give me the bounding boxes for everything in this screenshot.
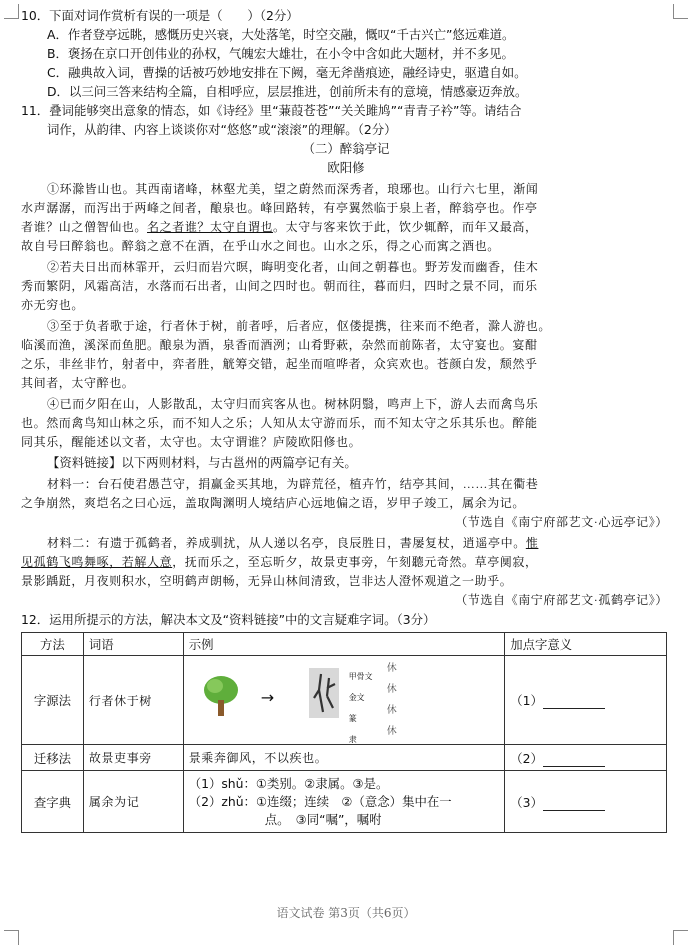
row1-term: 行者休于树 <box>83 656 183 745</box>
row1-example <box>183 656 505 745</box>
m2-underlined-sentence: 见孤鹤飞鸣舞啄，若解人意 <box>21 555 173 569</box>
oracle-bone-glyph-icon <box>309 668 339 718</box>
row2-answer-label: （2） <box>510 750 543 766</box>
script-chars <box>387 658 397 742</box>
crop-mark-top-left <box>4 4 19 19</box>
row3-answer-label: （3） <box>510 794 543 810</box>
header-example: 示例 <box>183 633 505 656</box>
row1-answer[interactable] <box>505 656 667 745</box>
passage-section-title: （二）醉翁亭记 <box>302 141 390 156</box>
answer-blank-1[interactable] <box>543 696 605 709</box>
p4-line-1: ④已而夕阳在山，人影散乱，太守归而宾客从也。树林阴翳，鸣声上下，游人去而禽鸟乐 <box>47 397 539 411</box>
q12-stem: 12．运用所提示的方法，解决本文及“资料链接”中的文言疑难字词。（3分） <box>21 612 436 627</box>
p1-underlined-sentence: 名之者谁？太守自谓也 <box>147 220 274 234</box>
p2-line-1: ②若夫日出而林霏开，云归而岩穴暝，晦明变化者，山间之朝暮也。野芳发而幽香，佳木 <box>47 260 539 274</box>
script-char-4: 休 <box>386 726 397 737</box>
header-term: 词语 <box>83 633 183 656</box>
row1-method: 字源法 <box>22 656 84 745</box>
p2-line-2: 秀而繁阴，风霜高洁，水落而石出者，山间之四时也。朝而往，暮而归，四时之景不同，而乐 <box>21 279 538 293</box>
q11-line-2: 词作，从韵律、内容上谈谈你对“悠悠”或“滚滚”的理解。（2分） <box>47 122 397 137</box>
p2-line-3: 亦无穷也。 <box>21 298 85 312</box>
m2-line-2 <box>21 554 538 570</box>
row3-term: 属余为记 <box>83 771 183 833</box>
script-char-2: 休 <box>386 684 397 695</box>
answer-blank-2[interactable] <box>543 754 605 767</box>
q12-row-etymology <box>22 656 667 745</box>
m2-line-2b: ，抚而乐之，至忘昕夕，故景吏事旁，午刻聽元奇然。草亭阒寂， <box>172 555 538 569</box>
p1-line-2: 水声潺潺，而泻出于两峰之间者，酿泉也。峰回路转，有亭翼然临于泉上者，醉翁亭也。作亭 <box>21 201 538 215</box>
row2-answer[interactable] <box>505 745 667 771</box>
p3-line-4: 其间者，太守醉也。 <box>21 376 135 390</box>
row1-answer-label: （1） <box>510 693 543 708</box>
m2-line-3: 景影踽跹，月夜则积水，空明鹤声朗畅，无异山林间清致，岂非达人澄怀观道之一助乎。 <box>21 574 513 588</box>
m1-line-1: 材料一：台石使君愚芑守，捐赢金买其地，为辟荒径，植卉竹，结亭其间，……其在衢巷 <box>47 477 539 491</box>
p3-line-1: ③至于负者歌于途，行者休于树，前者呼，后者应，伛偻提携，往来而不绝者，滁人游也。 <box>47 319 552 333</box>
p1-line-1: ①环滁皆山也。其西南诸峰，林壑尤美，望之蔚然而深秀者，琅琊也。山行六七里，渐闻 <box>47 182 539 196</box>
header-method: 方法 <box>22 633 84 656</box>
row2-term: 故景吏事旁 <box>83 745 183 771</box>
dict-entry-zhu-cont: 点。 ③同“嘱”，嘱咐 <box>264 811 382 827</box>
tree-icon <box>201 674 241 718</box>
row3-answer[interactable] <box>505 771 667 833</box>
row3-example <box>183 771 505 833</box>
page-footer: 语文试卷 第3页（共6页） <box>276 906 416 920</box>
link-title: 【资料链接】以下两则材料，与古邕州的两篇亭记有关。 <box>47 455 357 470</box>
p4-line-2: 也。然而禽鸟知山林之乐，而不知人之乐；人知从太守游而乐，而不知太守之乐其乐也。醉能 <box>21 416 538 430</box>
q10-option-a: A．作者登亭远眺，感慨历史兴衰，大处落笔，时空交融，慨叹“千古兴亡”悠远难道。 <box>47 27 515 42</box>
dict-entry-zhu: （2）zhǔ：①连缀；连续 ②（意念）集中在一 <box>188 793 452 809</box>
q10-option-c: C．融典故入词，曹操的话被巧妙地安排在下阙，毫无斧凿痕迹，融经诗史，驱遣自如。 <box>47 65 527 80</box>
m2-source: （节选自《南宁府部艺文·孤鹤亭记》） <box>455 593 668 607</box>
q10-stem: 10．下面对词作赏析有误的一项是（ ）（2分） <box>21 8 299 23</box>
m2-line-1 <box>47 535 538 551</box>
script-label-jinwen: 金文 <box>348 693 365 702</box>
m2-line-1a: 材料二：有遗于孤鹤者，养成驯扰，从人递以名亭，良辰胜日，書屡复杖，逍遥亭中。 <box>47 536 526 550</box>
m1-source: （节选自《南宁府部艺文·心远亭记》） <box>455 515 668 529</box>
crop-mark-bottom-right <box>673 930 688 945</box>
q10-option-b: B．褒扬在京口开创伟业的孙权，气魄宏大雄壮，在小令中含如此大题材，并不多见。 <box>47 46 514 61</box>
script-char-3: 休 <box>386 705 397 716</box>
q10-option-d: D．以三问三答来结构全篇，自相呼应，层层推进，创前所未有的意境，情感豪迈奔放。 <box>47 84 528 99</box>
row2-example: 景乘奔御风，不以疾也。 <box>183 745 505 771</box>
m1-line-2: 之争崩然，爽垲名之曰心远，盖取陶渊明人境结庐心远地偏之语，岁甲子竣工，属余为记。 <box>21 496 526 510</box>
p1-line-3 <box>21 219 538 235</box>
passage-author: 欧阳修 <box>327 160 365 175</box>
script-label-li: 隶 <box>348 735 357 744</box>
q12-header-row <box>22 633 667 656</box>
script-char-1: 休 <box>386 663 397 674</box>
row3-method: 查字典 <box>22 771 84 833</box>
header-meaning: 加点字意义 <box>505 633 667 656</box>
p3-line-2: 临溪而渔，溪深而鱼肥。酿泉为酒，泉香而酒洌；山肴野蔌，杂然而前陈者，太守宴也。宴酣 <box>21 338 538 352</box>
p4-line-3: 同其乐，醒能述以文者，太守也。太守谓谁？庐陵欧阳修也。 <box>21 435 362 449</box>
script-label-jiaguwen: 甲骨文 <box>348 672 373 681</box>
crop-mark-top-right <box>673 4 688 19</box>
p1-line-3b: 。太守与客来饮于此，饮少辄醉，而年又最高， <box>273 220 538 234</box>
script-labels <box>349 666 373 750</box>
q12-row-dictionary <box>22 771 667 833</box>
crop-mark-bottom-left <box>4 930 19 945</box>
answer-blank-3[interactable] <box>543 798 605 811</box>
row1-arrow: → <box>260 688 275 707</box>
script-label-zhuan: 篆 <box>348 714 357 723</box>
q11-line-1: 11．叠词能够突出意象的情态，如《诗经》里“蒹葭苍苍”“关关雎鸠”“青青子衿”等。请结合 <box>21 103 522 118</box>
row2-method: 迁移法 <box>22 745 84 771</box>
q12-row-transfer <box>22 745 667 771</box>
p1-line-3a: 者谁？山之僧智仙也。 <box>21 220 148 234</box>
p3-line-3: 之乐，非丝非竹，射者中，弈者胜，觥筹交错，起坐而喧哗者，众宾欢也。苍颜白发，颓然乎 <box>21 357 538 371</box>
q12-table <box>21 632 667 833</box>
m2-underlined-start: 惟 <box>525 536 539 550</box>
p1-line-4: 故自号曰醉翁也。醉翁之意不在酒，在乎山水之间也。山水之乐，得之心而寓之酒也。 <box>21 239 500 253</box>
dict-entry-shu: （1）shǔ：①类别。②隶属。③是。 <box>188 775 389 791</box>
